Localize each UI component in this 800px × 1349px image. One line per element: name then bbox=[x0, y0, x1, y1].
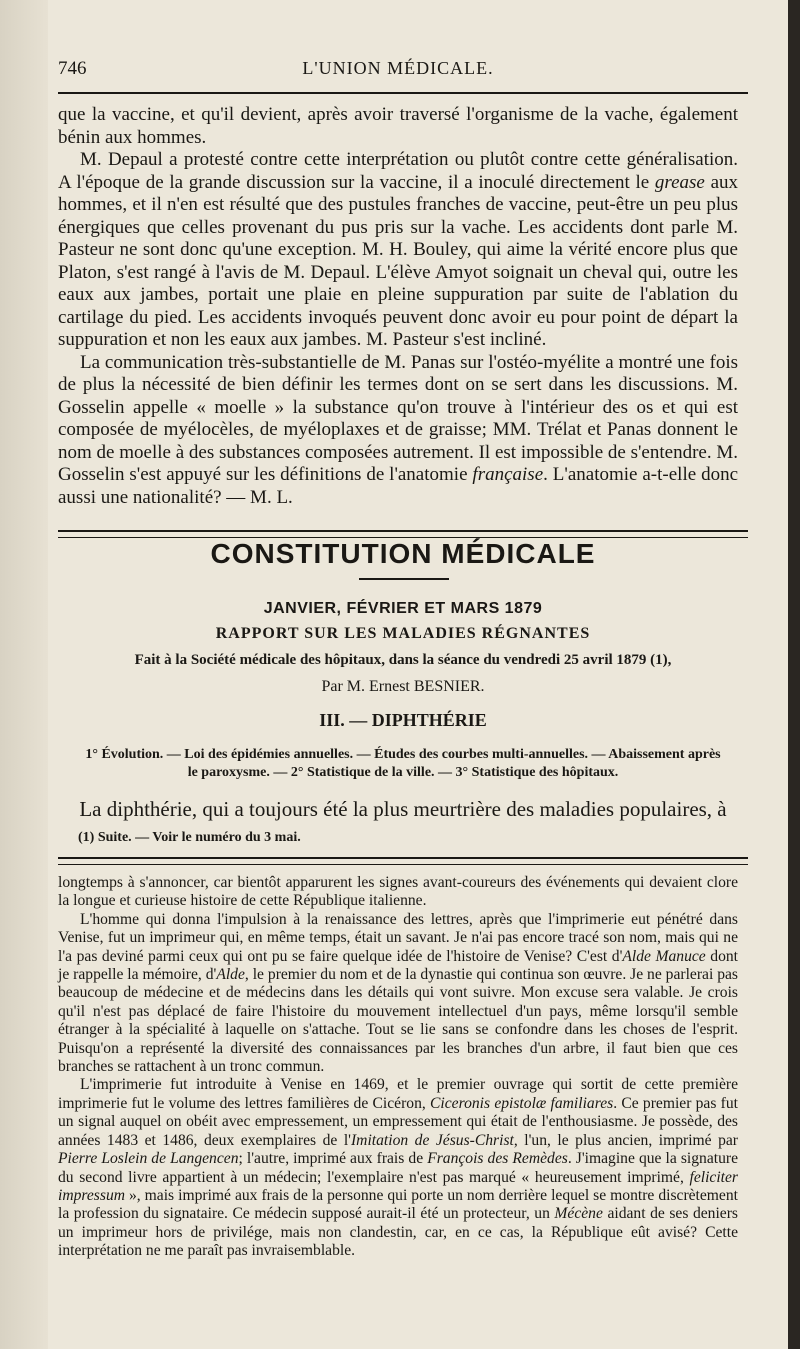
report-dates: JANVIER, FÉVRIER ET MARS 1879 bbox=[263, 600, 543, 617]
chapter-summary: 1° Évolution. — Loi des épidémies annuelles. — Études des courbes multi-annuelles. — Abaissement après le paroxysme. — 2° Statistique de la ville. — 3° Statistique des hôpitaux. bbox=[85, 747, 721, 780]
running-title: L'UNION MÉDICALE. bbox=[302, 58, 494, 78]
report-author: Par M. Ernest BESNIER. bbox=[321, 678, 485, 695]
intro-paragraph: La communication très-substantielle de M. Panas sur l'ostéo-myélite a montré une fois de plus la nécessité de bien définir les termes dont on se sert dans les discussions. M. Gosselin appelle « moelle » la substance qu'on trouve à l'intérieur des os et qui est composée de myélocèles, de myéloplaxes et de graisse; MM. Trélat et Panas donnent le nom de moelle à des substances composées autrement. Il est impossible de s'entendre. M. Gosselin s'est appuyé sur les définitions de l'anatomie française. L'anatomie a-t-elle donc aussi une nationalité? — M. L. bbox=[58, 351, 738, 508]
section-title: CONSTITUTION MÉDICALE bbox=[210, 538, 596, 569]
footnote: (1) Suite. — Voir le numéro du 3 mai. bbox=[78, 830, 301, 845]
section-divider bbox=[58, 530, 748, 538]
page-margin-shadow bbox=[0, 0, 48, 1349]
page-number: 746 bbox=[58, 58, 87, 79]
intro-paragraph: M. Depaul a protesté contre cette interprétation ou plutôt contre cette généralisation. A l'époque de la grande discussion sur la vaccine, il a inoculé directement le grease aux hommes, et il n'en est résulté que des pustules franches de vaccine, peut-être un peu plus énergiques que celles provenant du pus pris sur la vache. Les accidents dont parle M. Pasteur ne sont donc qu'une exception. M. H. Bouley, qui aime la vérité encore plus que Platon, s'est rangé à l'avis de M. Depaul. L'élève Amyot soignait un cheval qui, outre les eaux aux jambes, portait une plaie en pleine suppuration par suite de l'ablation du cartilage du pied. Les accidents invoqués peuvent donc avoir eu pour point de départ la suppuration et non les eaux aux jambes. M. Pasteur s'est incliné. bbox=[58, 149, 739, 350]
body-paragraph: L'homme qui donna l'impulsion à la renaissance des lettres, après que l'imprimerie eut pénétré dans Venise, fut un imprimeur qui, en même temps, était un savant. Je n'ai pas encore tracé son nom, mais qui ne l'a pas deviné parmi ceux qui ont pu se faire quelque idée de l'histoire de Venise? C'est d'Alde Manuce dont je rappelle la mémoire, d'Alde, le premier du nom et de la dynastie qui continua son œuvre. Je ne parlerai pas beaucoup de médecine et de médecins dans les détails qui vont suivre. Mon excuse sera valable. Je crois qu'il n'est pas déplacé de faire l'histoire du mouvement intellectuel d'un pays, même lorsqu'il semble étranger à la spécialité à laquelle on s'attache. Tout se lie sans se confondre dans les choses de l'esprit. Puisqu'on a représenté la diversité des connaissances par les branches d'un arbre, il faut bien que ces branches se rattachent à un tronc commun. bbox=[58, 910, 738, 1076]
body-paragraph: L'imprimerie fut introduite à Venise en 1469, et le premier ouvrage qui sortit de cette première imprimerie fut le volume des lettres familières de Cicéron, Ciceronis epistolæ familiares. Ce premier pas fut un signal auquel on obéit avec empressement, un empressement qui était de l'enthousiasme. Je possède, des années 1483 et 1486, deux exemplaires de l'Imitation de Jésus-Christ, l'un, le plus ancien, imprimé par Pierre Loslein de Langencen; l'autre, imprimé aux frais de François des Remèdes. J'imagine que la signature du second livre appartient à un médecin; l'exemplaire n'est pas marqué « heureusement imprimé, feliciter impressum », mais imprimé aux frais de la personne qui porte un nom derrière lequel se montre discrètement la profession du signataire. Ce médecin supposé aurait-il été un protecteur, un Mécène aidant de ses deniers un imprimeur hors de privilége, mais non clandestin, car, en ce cas, la République eût avisé? Cette interprétation ne me paraît pas invraisemblable. bbox=[58, 1076, 739, 1260]
opening-line: La diphthérie, qui a toujours été la plus meurtrière des maladies populaires, à bbox=[79, 797, 727, 821]
italic-term: grease bbox=[654, 171, 705, 193]
footnote-divider bbox=[58, 857, 748, 865]
title-underline bbox=[359, 578, 449, 580]
feuilleton-text bbox=[58, 874, 738, 1261]
intro-paragraph: que la vaccine, et qu'il devient, après avoir traversé l'organisme de la vache, également bénin aux hommes. bbox=[58, 104, 738, 148]
intro-text bbox=[58, 104, 738, 509]
page-edge bbox=[788, 0, 800, 1349]
report-presented-at: Fait à la Société médicale des hôpitaux, dans la séance du vendredi 25 avril 1879 (1), bbox=[134, 652, 672, 668]
italic-term: française bbox=[472, 464, 544, 485]
report-title: RAPPORT SUR LES MALADIES RÉGNANTES bbox=[215, 625, 591, 642]
page-header bbox=[58, 58, 738, 88]
header-rule bbox=[58, 92, 748, 94]
body-paragraph: longtemps à s'annoncer, car bientôt apparurent les signes avant-coureurs des événements qui devaient clore la longue et curieuse histoire de cette République italienne. bbox=[58, 874, 738, 910]
chapter-title: III. — DIPHTHÉRIE bbox=[319, 710, 487, 730]
